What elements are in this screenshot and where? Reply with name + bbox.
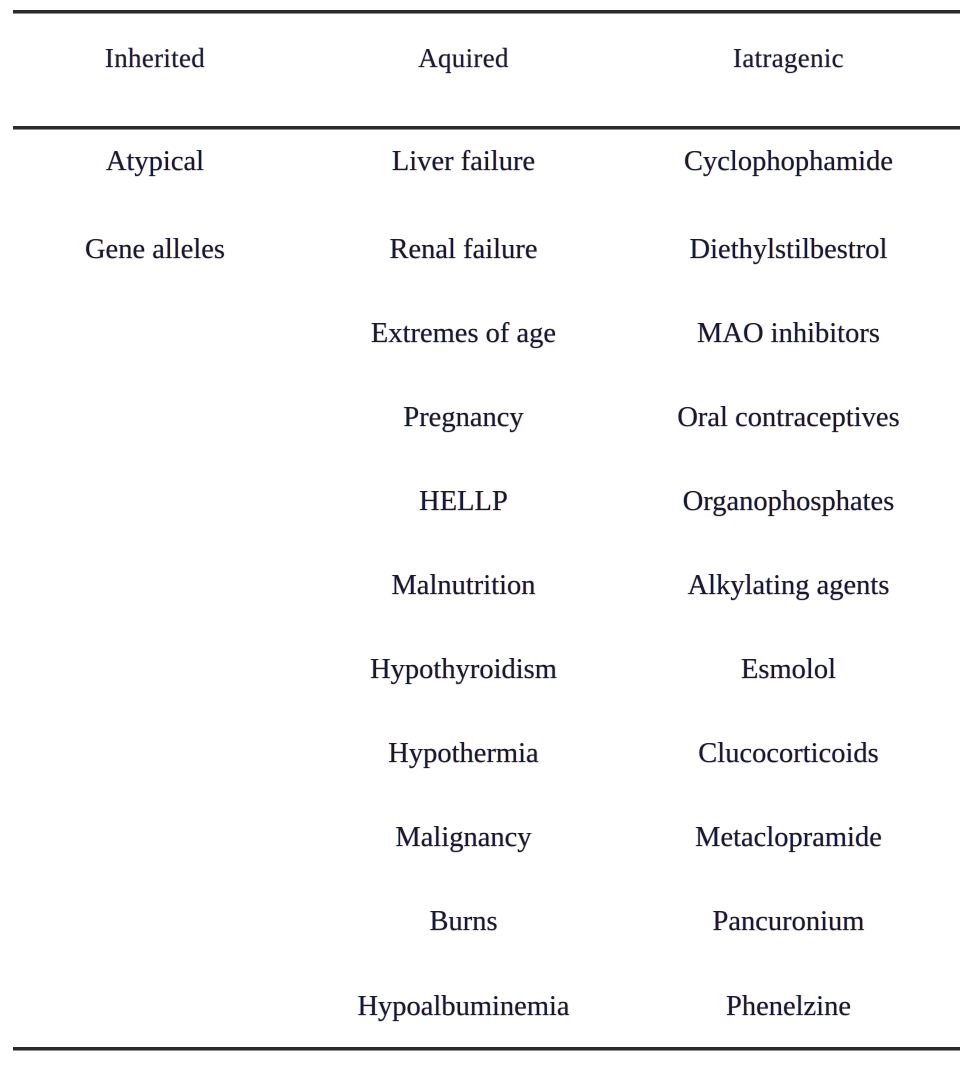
table-row bbox=[0, 628, 960, 712]
table-body bbox=[0, 116, 960, 1050]
cell-iatragenic: Diethylstilbestrol bbox=[689, 234, 888, 265]
cell-iatragenic: Clucocorticoids bbox=[698, 738, 879, 769]
table-row bbox=[0, 376, 960, 460]
table-row bbox=[0, 208, 960, 292]
table-row bbox=[0, 880, 960, 964]
cell-inherited bbox=[0, 796, 310, 880]
cell-aquired: Burns bbox=[429, 906, 498, 937]
cell-inherited bbox=[0, 376, 310, 460]
cell-iatragenic: Cyclophophamide bbox=[684, 146, 893, 177]
cell-aquired: Renal failure bbox=[389, 234, 538, 265]
table-row bbox=[0, 116, 960, 208]
cell-iatragenic: Pancuronium bbox=[712, 906, 865, 937]
cell-iatragenic: MAO inhibitors bbox=[697, 318, 880, 349]
column-header-aquired: Aquired bbox=[418, 42, 509, 73]
cell-inherited: Atypical bbox=[105, 146, 205, 177]
column-header-iatragenic: Iatragenic bbox=[733, 42, 844, 73]
cell-inherited bbox=[0, 460, 310, 544]
table-row bbox=[0, 544, 960, 628]
table-row bbox=[0, 712, 960, 796]
cell-iatragenic: Oral contraceptives bbox=[677, 402, 900, 433]
cell-aquired: Extremes of age bbox=[370, 318, 557, 349]
cell-inherited bbox=[0, 880, 310, 964]
cell-inherited bbox=[0, 292, 310, 376]
table-row bbox=[0, 460, 960, 544]
cell-aquired: Malnutrition bbox=[391, 570, 536, 601]
column-header-inherited: Inherited bbox=[104, 42, 206, 73]
table-header bbox=[0, 0, 960, 116]
table-row bbox=[0, 292, 960, 376]
cell-inherited bbox=[0, 544, 310, 628]
cell-aquired: Malignancy bbox=[395, 822, 532, 853]
cell-aquired: Hypothyroidism bbox=[370, 654, 557, 685]
cell-iatragenic: Alkylating agents bbox=[687, 570, 890, 601]
cell-aquired: Hypoalbuminemia bbox=[357, 991, 570, 1022]
cell-inherited bbox=[0, 964, 310, 1050]
cell-inherited bbox=[0, 628, 310, 712]
table-row bbox=[0, 964, 960, 1050]
header-row bbox=[0, 0, 960, 116]
table-row bbox=[0, 796, 960, 880]
cell-iatragenic: Esmolol bbox=[740, 654, 836, 685]
cell-aquired: Hypothermia bbox=[388, 738, 539, 769]
cell-aquired: Pregnancy bbox=[403, 402, 524, 433]
cell-inherited: Gene alleles bbox=[84, 234, 226, 265]
cell-iatragenic: Metaclopramide bbox=[695, 822, 882, 853]
cell-inherited bbox=[0, 712, 310, 796]
cell-aquired: HELLP bbox=[419, 486, 508, 517]
cell-aquired: Liver failure bbox=[391, 146, 536, 177]
cell-iatragenic: Organophosphates bbox=[682, 486, 895, 517]
cell-iatragenic: Phenelzine bbox=[725, 991, 852, 1022]
